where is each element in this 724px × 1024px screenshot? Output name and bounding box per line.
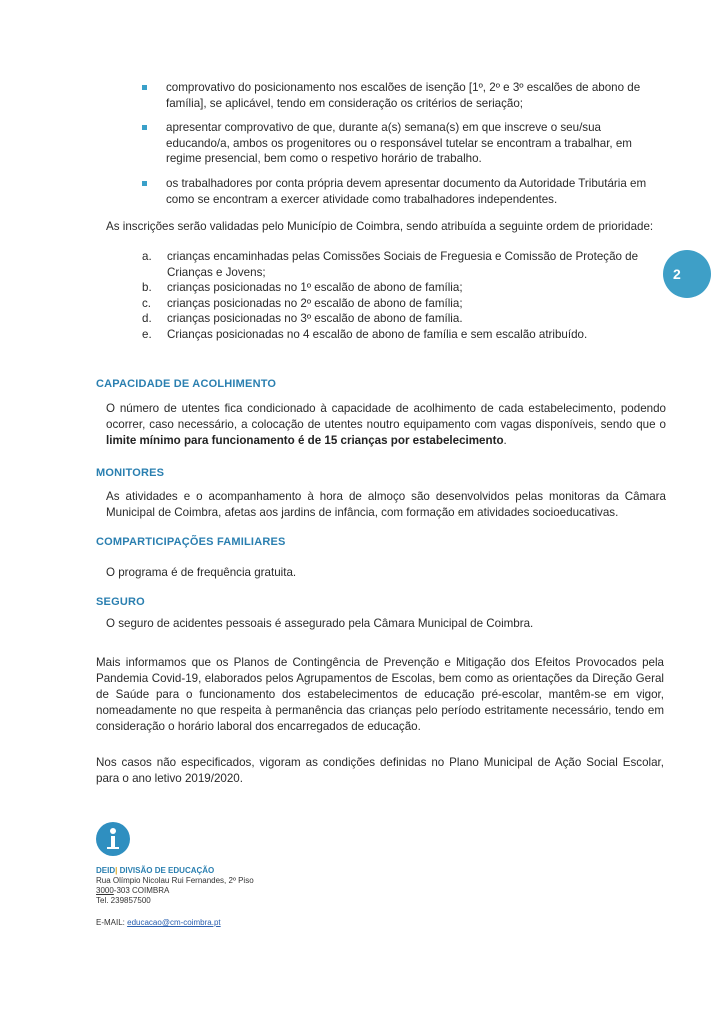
telephone: Tel. 239857500 [96, 896, 151, 905]
section-heading-seguro: SEGURO [96, 596, 145, 608]
list-item: d. crianças posicionadas no 3º escalão de abono de família. [142, 312, 463, 326]
list-item: apresentar comprovativo de que, durante a(s) semana(s) em que inscreve o seu/sua educando/a, ambos os progenitores ou o responsável tutelar se encontram a trabalhar, em regime presencial, bem como o respetivo horário de trabalho. [140, 120, 660, 167]
section-heading-monitores: MONITORES [96, 467, 165, 479]
list-item: os trabalhadores por conta própria devem apresentar documento da Autoridade Tributária em como se encontram a exercer atividade como trabalhadores independentes. [140, 176, 660, 207]
seguro-paragraph: O seguro de acidentes pessoais é assegurado pela Câmara Municipal de Coimbra. [106, 617, 534, 630]
list-item: a. crianças encaminhadas pelas Comissões Sociais de Freguesia e Comissão de Proteção de Crianças e Jovens; [142, 250, 639, 279]
postal-code: 3000-303 COIMBRA [96, 886, 170, 895]
bullet-square-icon [142, 85, 147, 90]
info-icon [96, 822, 130, 856]
list-item: comprovativo do posicionamento nos escalões de isenção [1º, 2º e 3º escalões de abono de família], se aplicável, tendo em consideração os critérios de seriação; [140, 80, 660, 111]
address-line: Rua Olímpio Nicolau Rui Fernandes, 2º Piso [96, 876, 254, 885]
list-item: e. Crianças posicionadas no 4 escalão de abono de família e sem escalão atribuído. [142, 327, 588, 341]
page-number-badge: 2 [663, 250, 711, 298]
bullet-square-icon [142, 181, 147, 186]
capacidade-bold: limite mínimo para funcionamento é de 15 crianças por estabelecimento [106, 434, 504, 447]
requirements-list [140, 80, 660, 216]
section-heading-capacidade: CAPACIDADE DE ACOLHIMENTO [96, 378, 277, 390]
comparticipacoes-paragraph: O programa é de frequência gratuita. [106, 566, 297, 579]
footer-contact [96, 866, 254, 928]
bullet-square-icon [142, 125, 147, 130]
monitores-paragraph: As atividades e o acompanhamento à hora de almoço são desenvolvidos pelas monitoras da Câmara Municipal de Coimbra, afetas aos jardins de infância, com formação em atividades socioeducativas. [106, 490, 666, 519]
priority-list [140, 249, 665, 343]
email-link[interactable]: educacao@cm-coimbra.pt [127, 918, 221, 927]
list-item: b. crianças posicionadas no 1º escalão de abono de família; [142, 281, 463, 295]
org-name: DEID| DIVISÃO DE EDUCAÇÃO [96, 866, 215, 875]
email-line: E-MAIL: educacao@cm-coimbra.pt [96, 918, 221, 927]
planos-paragraph: Mais informamos que os Planos de Contingência de Prevenção e Mitigação dos Efeitos Provocados pela Pandemia Covid-19, elaborados pelos Agrupamentos de Escolas, bem como as orientações da Direção Geral de Saúde para o funcionamento dos estabelecimentos de educação pré-escolar, mantêm-se em vigor, nomeadamente no que respeita à permanência das crianças pelo período estritamente necessário, tendo em consideração o horário laboral dos encarregados de educação. [96, 656, 664, 733]
capacidade-paragraph: O número de utentes fica condicionado à capacidade de acolhimento de cada estabelecimento, podendo ocorrer, caso necessário, a colocação de utentes noutro equipamento com vagas disponíveis, sendo que o limite mínimo para funcionamento é de 15 crianças por estabelecimento. [106, 402, 666, 447]
list-item: c. crianças posicionadas no 2º escalão de abono de família; [142, 296, 463, 310]
casos-paragraph: Nos casos não especificados, vigoram as condições definidas no Plano Municipal de Ação Social Escolar, para o ano letivo 2019/2020. [96, 756, 664, 785]
priority-intro: As inscrições serão validadas pelo Município de Coimbra, sendo atribuída a seguinte ordem de prioridade: [106, 220, 654, 233]
section-heading-comparticipacoes: COMPARTICIPAÇÕES FAMILIARES [96, 536, 286, 548]
